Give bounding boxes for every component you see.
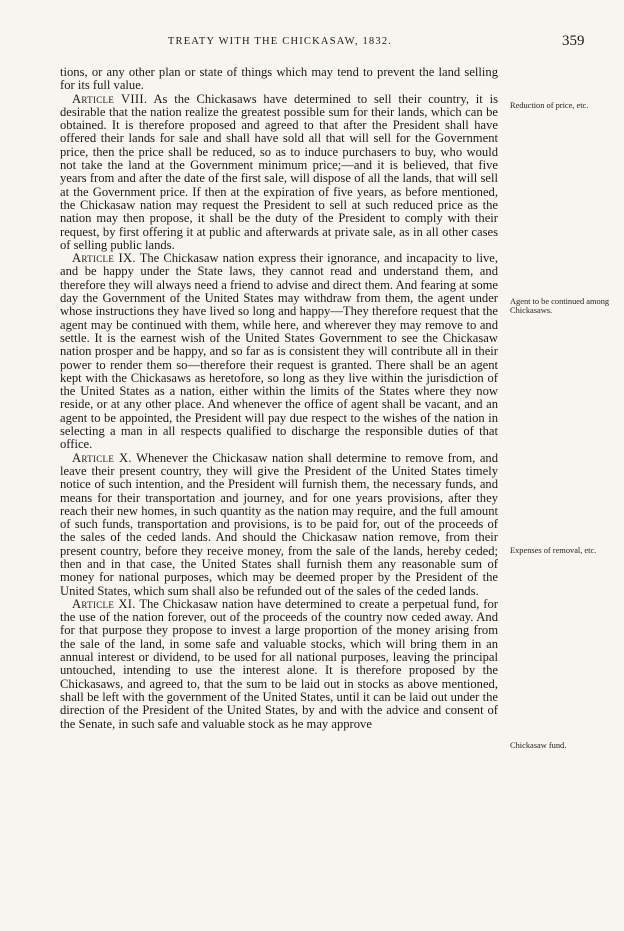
article-xi-label: Article XI.: [72, 596, 136, 611]
margin-note-removal: Expenses of removal, etc.: [510, 546, 597, 555]
article-ix: [60, 252, 498, 451]
margin-note-fund: Chickasaw fund.: [510, 741, 567, 750]
article-ix-text: The Chickasaw nation express their ignorance, and incapacity to live, and be happy under the State laws, they cannot read and understand them, and therefore they will always need a friend to advise and direct them. And fearing at some day the Government of the United States may withdraw from them, the agent under whose instructions they have lived so long and happy—They therefore request that the agent may be continued with them, while here, and wherever they may remove to and settle. It is the earnest wish of the United States Government to see the Chickasaw nation prosper and be happy, and so far as is consistent they will contribute all in their power to render them so—therefore their request is granted. There shall be an agent kept with the Chickasaws as heretofore, so long as they live within the jurisdiction of the United States as a nation, either within the limits of the States where they now reside, or at any other place. And whenever the office of agent shall be vacant, and an agent to be appointed, the President will pay due respect to the wishes of the nation in selecting a man in all respects qualified to discharge the responsible duties of that office.: [60, 251, 498, 452]
article-x: [60, 452, 498, 598]
article-xi: [60, 598, 498, 731]
treaty-text: [60, 66, 498, 731]
article-x-label: Article X.: [72, 450, 132, 465]
margin-note-reduction: Reduction of price, etc.: [510, 101, 589, 110]
article-viii: [60, 93, 498, 253]
opening-paragraph: tions, or any other plan or state of things which may tend to prevent the land selling for its full value.: [60, 65, 498, 93]
margin-note-agent: Agent to be continued among Chickasaws.: [510, 297, 610, 316]
article-viii-text: As the Chickasaws have determined to sell their country, it is desirable that the nation realize the greatest possible sum for their lands, which can be obtained. It is therefore proposed and agreed to that after the President shall have offered their lands for sale and shall have sold all that will sell for the Government price, then the price shall be reduced, so as to induce purchasers to buy, who would not take the land at the Government minimum price;—and it is believed, that five years from and after the date of the first sale, will dispose of all the lands, that will sell at the Government price. If then at the expiration of five years, as before mentioned, the Chickasaw nation may request the President to sell at such reduced price as the nation may then propose, it shall be the duty of the President to comply with their request, by first offering it at public and afterwards at private sale, as in all other cases of selling public lands.: [60, 91, 498, 252]
article-xi-text: The Chickasaw nation have determined to create a perpetual fund, for the use of the nation forever, out of the proceeds of the country now ceded away. And for that purpose they propose to invest a large proportion of the money arising from the sale of the land, in some safe and valuable stocks, which will bring them in an annual interest or dividend, to be used for all national purposes, leaving the principal untouched, intending to use the interest alone. It is therefore proposed by the Chickasaws, and agreed to, that the sum to be laid out in stocks as above mentioned, shall be left with the government of the United States, until it can be laid out under the direction of the President of the United States, by and with the advice and consent of the Senate, in such safe and valuable stock as he may approve: [60, 596, 498, 731]
article-viii-label: Article VIII.: [72, 91, 148, 106]
page-number: 359: [562, 33, 585, 49]
running-title: TREATY WITH THE CHICKASAW, 1832.: [167, 36, 393, 47]
article-ix-label: Article IX.: [72, 251, 136, 266]
article-x-text: Whenever the Chickasaw nation shall determine to remove from, and leave their present country, they will give the President of the United States timely notice of such intention, and the President will furnish them, the necessary funds, and means for their transportation and journey, and for one years provisions, after they reach their new homes, in such quantity as the nation may require, and the full amount of such funds, transportation and provisions, is to be paid for, out of the proceeds of the sales of the ceded lands. And should the Chickasaw nation remove, from their present country, before they receive money, from the sale of the lands, hereby ceded; then and in that case, the United States shall furnish them any reasonable sum of money for national purposes, which may be deemed proper by the President of the United States, which sum shall also be refunded out of the sales of the ceded lands.: [60, 450, 499, 598]
